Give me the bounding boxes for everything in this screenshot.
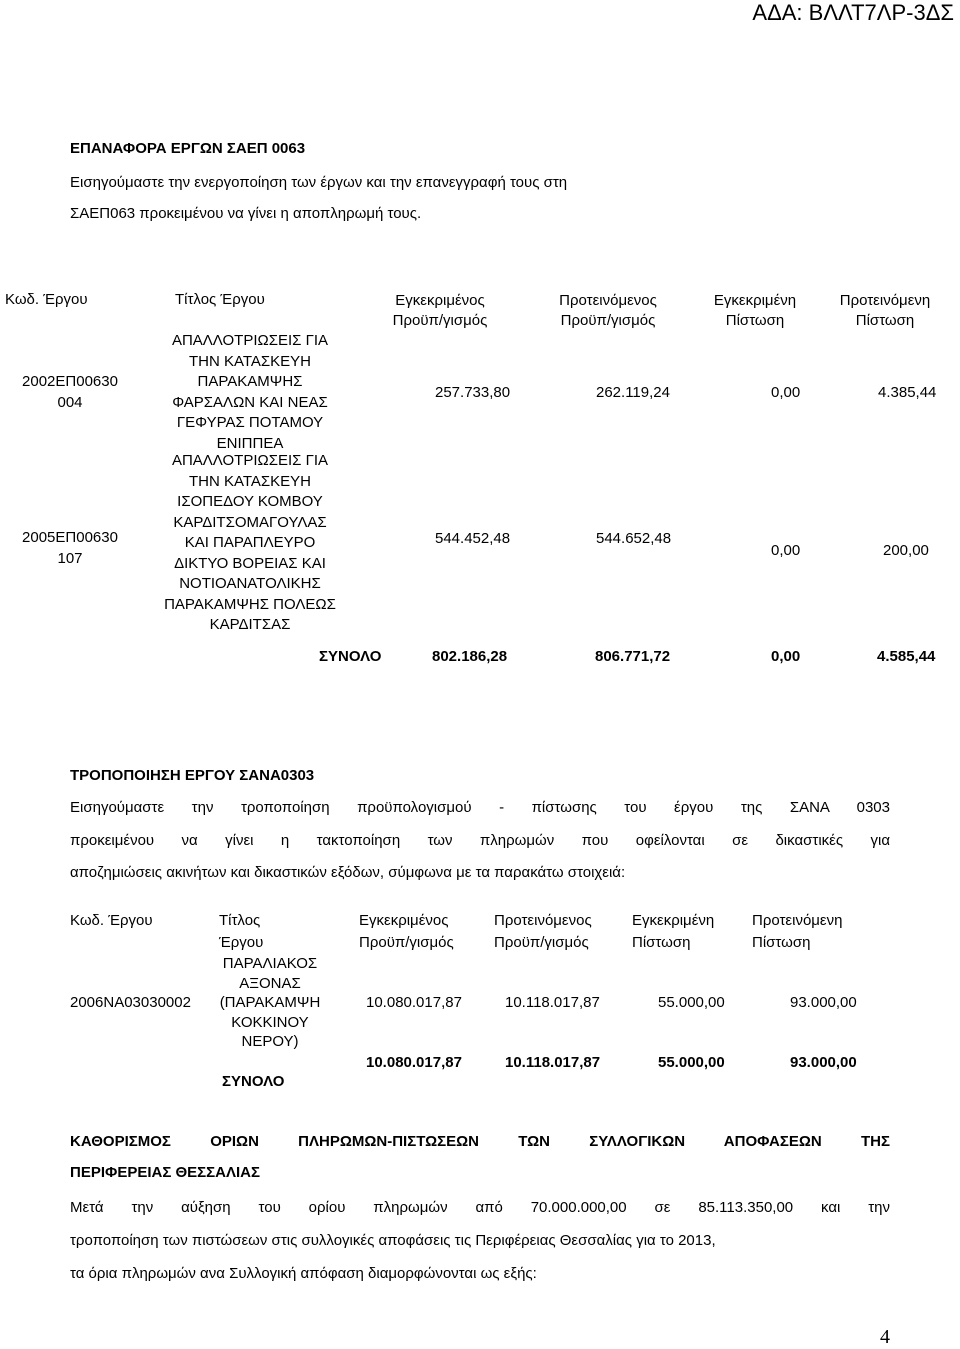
col-header-proposed-credit: [815, 291, 955, 331]
header-line: Προτεινόμενος: [559, 292, 657, 309]
paragraph-line: αποζημιώσεις ακινήτων και δικαστικών εξόδων, σύμφωνα με τα παρακάτω στοιχειά:: [70, 864, 626, 881]
row-1-proposed-budget: 262.119,24: [596, 384, 670, 401]
paragraph-line: Εισηγούμαστε την τροποποίηση προϋπολογισμού - πίστωσης του έργου της ΣΑΝΑ 0303: [70, 799, 890, 816]
row-proposed-budget: 10.118.017,87: [505, 994, 600, 1011]
project-table-sana0303: [0, 910, 960, 1100]
row-1-title: [135, 331, 365, 454]
row-1-proposed-credit: 4.385,44: [878, 384, 937, 401]
paragraph-line: τροποποίηση των πιστώσεων στις συλλογικές αποφάσεις τις Περιφέρειας Θεσσαλίας για το 2013,: [70, 1232, 716, 1249]
page-number: 4: [880, 1326, 890, 1348]
row-2-approved-budget: 544.452,48: [435, 530, 511, 547]
header-line: Προϋπ/γισμός: [560, 312, 656, 329]
paragraph-line: Μετά την αύξηση του ορίου πληρωμών από 70.000.000,00 σε 85.113.350,00 και την: [70, 1199, 890, 1216]
title-line: ΑΠΑΛΛΟΤΡΙΩΣΕΙΣ ΓΙΑ: [171, 332, 329, 349]
section-title-payment-limits-line2: ΠΕΡΙΦΕΡΕΙΑΣ ΘΕΣΣΑΛΙΑΣ: [70, 1164, 261, 1181]
header-line: Πίστωση: [725, 312, 785, 329]
paragraph-line: προκειμένου να γίνει η τακτοποίηση των πληρωμών που οφείλονται σε δικαστικές για: [70, 832, 890, 849]
col-header-approved-budget: [380, 291, 500, 331]
total-approved-credit: 55.000,00: [658, 1054, 725, 1071]
title-line: ΚΑΡΔΙΤΣΑΣ: [209, 616, 291, 633]
row-title: [210, 954, 330, 1052]
row-1-approved-credit: 0,00: [771, 384, 801, 401]
title-line: ΤΗΝ ΚΑΤΑΣΚΕΥΗ: [188, 352, 312, 370]
col-header-proposed-credit: [752, 910, 842, 954]
title-line: ΙΣΟΠΕΔΟΥ ΚΟΜΒΟΥ: [177, 493, 323, 510]
header-line: Τίτλος: [219, 912, 261, 929]
title-line: ΑΠΑΛΛΟΤΡΙΩΣΕΙΣ ΓΙΑ: [171, 452, 329, 469]
section-title-restoration: ΕΠΑΝΑΦΟΡΑ ΕΡΓΩΝ ΣΑΕΠ 0063: [70, 140, 306, 157]
header-line: Πίστωση: [855, 312, 915, 329]
header-line: Προτεινόμενος: [494, 912, 592, 929]
header-line: Εγκεκριμένος: [395, 292, 485, 309]
title-line: ΚΑΙ ΠΑΡΑΠΛΕΥΡΟ: [184, 534, 316, 551]
paragraph-line: ΣΑΕΠ063 προκειμένου να γίνει η αποπληρωμή τους.: [70, 205, 422, 222]
row-proposed-credit: 93.000,00: [790, 994, 857, 1011]
total-label: ΣΥΝΟΛΟ: [319, 648, 382, 665]
title-line: ΔΙΚΤΥΟ ΒΟΡΕΙΑΣ ΚΑΙ: [174, 554, 326, 572]
title-line: ΚΑΡΔΙΤΣΟΜΑΓΟΥΛΑΣ: [173, 513, 327, 531]
paragraph-line: Εισηγούμαστε την ενεργοποίηση των έργων και την επανεγγραφή τους στη: [70, 174, 568, 191]
total-proposed-budget: 806.771,72: [595, 648, 671, 665]
header-line: Εγκεκριμένος: [359, 912, 449, 929]
row-2-code: [0, 528, 140, 569]
header-line: Εγκεκριμένη: [632, 912, 715, 929]
paragraph-line: τα όρια πληρωμών ανα Συλλογική απόφαση διαμορφώνονται ως εξής:: [70, 1265, 537, 1282]
col-header-code: Κωδ. Έργου: [70, 912, 153, 929]
row-2-approved-credit: 0,00: [771, 542, 801, 559]
header-line: Εγκεκριμένη: [713, 292, 797, 309]
title-line: ΚΟΚΚΙΝΟΥ: [231, 1013, 309, 1031]
row-1-code: [0, 372, 140, 413]
header-line: Προτεινόμενη: [839, 292, 931, 309]
header-line: Προϋπ/γισμός: [392, 312, 488, 329]
col-header-proposed-budget: [543, 291, 673, 331]
row-approved-budget: 10.080.017,87: [366, 994, 462, 1011]
col-header-code: Κωδ. Έργου: [5, 291, 88, 308]
row-2-title: [135, 451, 365, 636]
total-proposed-budget: 10.118.017,87: [505, 1054, 601, 1071]
title-line: ΓΕΦΥΡΑΣ ΠΟΤΑΜΟΥ: [176, 414, 324, 431]
code-line: 107: [57, 549, 83, 567]
header-line: Προτεινόμενη: [752, 912, 843, 929]
total-approved-budget: 10.080.017,87: [366, 1054, 462, 1071]
col-header-title: Τίτλος Έργου: [175, 291, 265, 308]
title-line: ΦΑΡΣΑΛΩΝ ΚΑΙ ΝΕΑΣ: [172, 393, 328, 411]
col-header-approved-credit: [695, 291, 815, 331]
total-approved-credit: 0,00: [771, 648, 801, 665]
header-line: Πίστωση: [752, 934, 811, 951]
header-line: Πίστωση: [632, 934, 691, 951]
title-line: ΝΕΡΟΥ): [241, 1033, 299, 1050]
title-line: ΠΑΡΑΚΑΜΨΗΣ: [197, 373, 303, 390]
code-line: 004: [57, 393, 83, 411]
col-header-approved-credit: [632, 910, 714, 954]
section-title-payment-limits: ΚΑΘΟΡΙΣΜΟΣ ΟΡΙΩΝ ΠΛΗΡΩΜΩΝ-ΠΙΣΤΩΣΕΩΝ ΤΩΝ ΣΥΛΛΟΓΙΚΩΝ ΑΠΟΦΑΣΕΩΝ ΤΗΣ: [70, 1133, 890, 1150]
header-line: Έργου: [219, 934, 264, 951]
title-line: ΤΗΝ ΚΑΤΑΣΚΕΥΗ: [188, 472, 312, 490]
title-line: ΠΑΡΑΚΑΜΨΗΣ ΠΟΛΕΩΣ: [164, 595, 336, 613]
header-line: Προϋπ/γισμός: [494, 934, 589, 951]
title-line: (ΠΑΡΑΚΑΜΨΗ: [219, 994, 321, 1011]
row-approved-credit: 55.000,00: [658, 994, 725, 1011]
title-line: ΕΝΙΠΠΕΑ: [216, 434, 284, 452]
row-2-proposed-credit: 200,00: [883, 542, 929, 559]
col-header-approved-budget: [359, 910, 454, 954]
header-line: Προϋπ/γισμός: [359, 934, 454, 951]
section-title-modification: ΤΡΟΠΟΠΟΙΗΣΗ ΕΡΓΟΥ ΣΑΝΑ0303: [70, 767, 315, 784]
title-line: ΑΞΟΝΑΣ: [239, 974, 301, 992]
col-header-proposed-budget: [494, 910, 592, 954]
document-id-header: ΑΔΑ: ΒΛΛΤ7ΛΡ-3ΔΣ: [752, 0, 954, 25]
col-header-title: [219, 910, 309, 954]
row-code: 2006ΝΑ03030002: [70, 994, 191, 1011]
total-label: ΣΥΝΟΛΟ: [222, 1073, 285, 1090]
total-proposed-credit: 4.585,44: [877, 648, 936, 665]
code-line: 2005ΕΠ00630: [22, 529, 118, 546]
row-1-approved-budget: 257.733,80: [435, 384, 511, 401]
total-proposed-credit: 93.000,00: [790, 1054, 857, 1071]
code-line: 2002ΕΠ00630: [22, 373, 118, 390]
projects-table-sae063: [0, 291, 960, 681]
total-approved-budget: 802.186,28: [432, 648, 508, 665]
title-line: ΝΟΤΙΟΑΝΑΤΟΛΙΚΗΣ: [179, 575, 321, 592]
title-line: ΠΑΡΑΛΙΑΚΟΣ: [222, 955, 318, 972]
row-2-proposed-budget: 544.652,48: [596, 530, 672, 547]
